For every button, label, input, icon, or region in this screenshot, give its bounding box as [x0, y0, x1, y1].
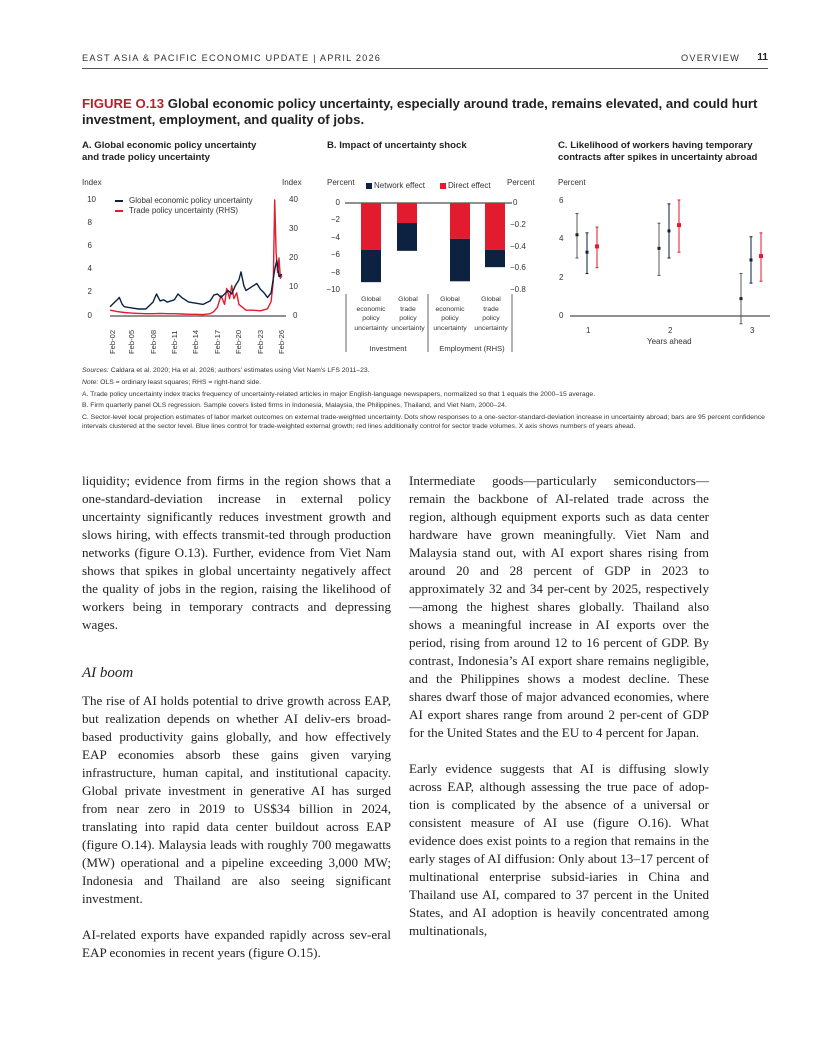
panel-a-title-line2: and trade policy uncertainty: [82, 152, 210, 163]
panel-b-group-label: Employment (RHS): [439, 344, 505, 353]
page-number: 11: [757, 52, 768, 63]
panel-a-ylabel-right: Index: [282, 178, 302, 187]
panel-a-ytick: 8: [87, 218, 92, 227]
sources-note: [82, 367, 772, 376]
section-label: OVERVIEW: [681, 53, 740, 63]
cat-line: Global: [440, 296, 460, 303]
cat-line: policy: [441, 315, 459, 322]
panel-a-xtick: Feb-05: [127, 329, 136, 354]
panel-c-ytick: 2: [559, 273, 564, 282]
panel-b-ytick-right: 0: [513, 198, 518, 207]
cat-line: uncertainty: [433, 324, 467, 332]
legend-label: Network effect: [374, 181, 425, 190]
panel-a-title-line1: A. Global economic policy uncertainty: [82, 140, 257, 151]
paragraph: AI-related exports have expanded rapidly across sev-eral EAP economies in recent years (figure O.15).: [82, 927, 391, 960]
body-column-right: [409, 472, 709, 940]
panel-c-xtick: 2: [668, 326, 673, 335]
note-text: OLS = ordinary least squares; RHS = right-hand side.: [98, 378, 262, 386]
body-column-left: [82, 472, 391, 962]
panel-a-ylabel: Index: [82, 178, 102, 187]
panel-c-xtick: 3: [750, 326, 755, 335]
panel-c-xtick: 1: [586, 326, 591, 335]
legend-label: Trade policy uncertainty (RHS): [129, 206, 239, 215]
cat-line: Global: [481, 296, 501, 303]
panel-b-ylabel: Percent: [327, 178, 355, 187]
note-label: Note:: [82, 378, 99, 386]
panel-c-ytick: 4: [559, 234, 564, 243]
sources-label: Sources:: [82, 367, 109, 374]
paragraph: Early evidence suggests that AI is diffusing slowly across EAP, although assessing the true pace of adop-tion is complicated by the absence of a universal or consistent measure of AI use (figure O.16). What evidence does exist points to a region that remains in the early stages of AI diffusion: Only about 13–17 percent of multinational enterprise subsid-iaries in China and Thailand use AI, compared to 37 percent in the United States, and AI adoption is heavily concentrated among multinationals,: [409, 761, 709, 938]
panel-b-ytick-right: −0.6: [510, 263, 526, 272]
panel-b-ytick-right: −0.8: [510, 285, 526, 294]
panel-b-title: B. Impact of uncertainty shock: [327, 140, 467, 151]
panel-c-title-line1: C. Likelihood of workers having temporary: [558, 140, 753, 151]
panel-b-group-label: Investment: [369, 344, 407, 353]
panel-a-ytick: 6: [87, 241, 92, 250]
panel-c-title-line2: contracts after spikes in uncertainty abroad: [558, 152, 758, 163]
panel-b-ytick: −8: [330, 268, 340, 277]
legend-label: Direct effect: [448, 181, 491, 190]
panel-b-ytick: −4: [330, 233, 340, 242]
section-heading: AI boom: [82, 665, 134, 681]
panel-a-ytick-right: 20: [289, 253, 298, 262]
panel-b-ytick: −2: [330, 215, 340, 224]
publication-title: EAST ASIA & PACIFIC ECONOMIC UPDATE | APRIL 2026: [82, 53, 382, 63]
cat-line: Global: [398, 296, 418, 303]
panel-a-xtick: Feb-26: [277, 329, 286, 354]
panel-c-ytick: 6: [559, 196, 564, 205]
panel-a-xtick: Feb-08: [149, 329, 158, 354]
panel-b-ylabel-right: Percent: [507, 178, 535, 187]
panel-b-ytick: 0: [335, 198, 340, 207]
sources-text: Caldara et al. 2020; Ha et al. 2026; authors' estimates using Viet Nam's LFS 2011–23.: [108, 367, 370, 374]
panel-a-ytick: 2: [87, 287, 92, 296]
panel-b-ytick-right: −0.4: [510, 242, 526, 251]
panel-a-ytick-right: 0: [293, 311, 298, 320]
panel-b-ytick: −6: [330, 250, 340, 259]
cat-line: uncertainty: [391, 324, 425, 332]
panel-a-ytick: 10: [87, 195, 96, 204]
note-a: A. Trade policy uncertainty index tracks frequency of uncertainty-related articles in major English-language newspapers, normalized so that 1 equals the 2000–15 average.: [82, 390, 596, 398]
cat-line: trade: [483, 305, 499, 313]
figure-caption: Global economic policy uncertainty, especially around trade, remains elevated, and could hurt investment, employment, and quality of jobs.: [82, 96, 758, 127]
panel-c-errorbar-chart: [0, 0, 816, 400]
cat-line: policy: [399, 315, 417, 322]
note-c: C. Sector-level local projection estimates of labor market outcomes on external trade-weighted uncertainty. Dots show responses to a one-sector-standard-deviation increase in uncertainty abroad; bars are 95 percent confidence intervals clustered at the sector level. Blue lines control for trade-weighted external growth; red lines additionally control for sector trade volumes. X axis shows numbers of years ahead.: [82, 414, 765, 430]
paragraph: Intermediate goods—particularly semiconductors—remain the backbone of AI-related trade across the region, although equipment exports such as data center hardware have grown meaningfully. Viet Nam and Malaysia stand out, with AI export shares rising from around 20 and 28 percent of GDP in 2023 to approximately 32 and 34 per-cent by 2025, respectively—among the highest shares globally. Thailand also shows a meaningful increase in AI exports over the period, rising from around 12 to 16 percent of GDP. By contrast, Indonesia’s AI export share remains negligible, and the Philippines shows a modest decline. These shares dwarf those of major advanced economies, where AI export shares range from around 2 per-cent of GDP for the United States and the EU to 4 percent for Japan.: [409, 473, 709, 740]
panel-c-ytick: 0: [559, 311, 564, 320]
cat-line: trade: [400, 305, 416, 313]
panel-a-ytick: 0: [87, 311, 92, 320]
cat-line: economic: [356, 305, 386, 313]
panel-a-ytick-right: 40: [289, 195, 298, 204]
panel-c-ylabel: Percent: [558, 178, 586, 187]
cat-line: policy: [362, 315, 380, 322]
panel-a-xtick: Feb-02: [108, 329, 117, 354]
cat-line: uncertainty: [354, 324, 388, 332]
legend-label: Global economic policy uncertainty: [129, 196, 253, 205]
panel-a-xtick: Feb-11: [170, 330, 179, 354]
panel-a-ytick-right: 30: [289, 224, 298, 233]
panel-a-xtick: Feb-17: [213, 329, 222, 354]
panel-a-xtick: Feb-20: [234, 329, 243, 354]
figure-notes: [82, 367, 772, 435]
panel-a-ytick-right: 10: [289, 282, 298, 291]
panel-c-xlabel: Years ahead: [647, 337, 692, 346]
panel-b-ytick: −10: [326, 285, 340, 294]
paragraph: liquidity; evidence from firms in the region shows that a one-standard-deviation increase in external policy uncertainty significantly reduces investment growth and slows hiring, with effects transmit-ted through production networks (figure O.13). Further, evidence from Viet Nam shows that spikes in global uncertainty negatively affect the quality of jobs in the region, raising the likelihood of workers being in temporary contracts and depressing wages.: [82, 473, 391, 632]
cat-line: economic: [435, 305, 465, 313]
cat-line: uncertainty: [474, 324, 508, 332]
cat-line: Global: [361, 296, 381, 303]
panel-a-ytick: 4: [87, 264, 92, 273]
paragraph: The rise of AI holds potential to drive growth across EAP, but realization depends on whether AI deliv-ers broad-based productivity gains globally, and how effectively EAP economies absorb these gains given varying infrastructure, human capital, and institutional capacity. Global private investment in generative AI has surged from near zero in 2019 to US$34 billion in 2024, translating into rapid data center buildout across EAP (figure O.14). Malaysia leads with roughly 700 megawatts (MW) operational and a pipeline exceeding 3,000 MW; Indonesia and Thailand are also seeing significant investment.: [82, 693, 391, 906]
cat-line: policy: [482, 315, 500, 322]
abbrev-note: [82, 379, 772, 388]
figure-number: FIGURE O.13: [82, 96, 165, 111]
panel-a-xtick: Feb-23: [256, 329, 265, 354]
panel-a-xtick: Feb-14: [191, 329, 200, 354]
panel-b-ytick-right: −0.2: [510, 220, 526, 229]
note-b: B. Firm quarterly panel OLS regression. Sample covers listed firms in Indonesia, Malaysia, the Philippines, Thailand, and Viet Nam, 2000–24.: [82, 402, 507, 410]
